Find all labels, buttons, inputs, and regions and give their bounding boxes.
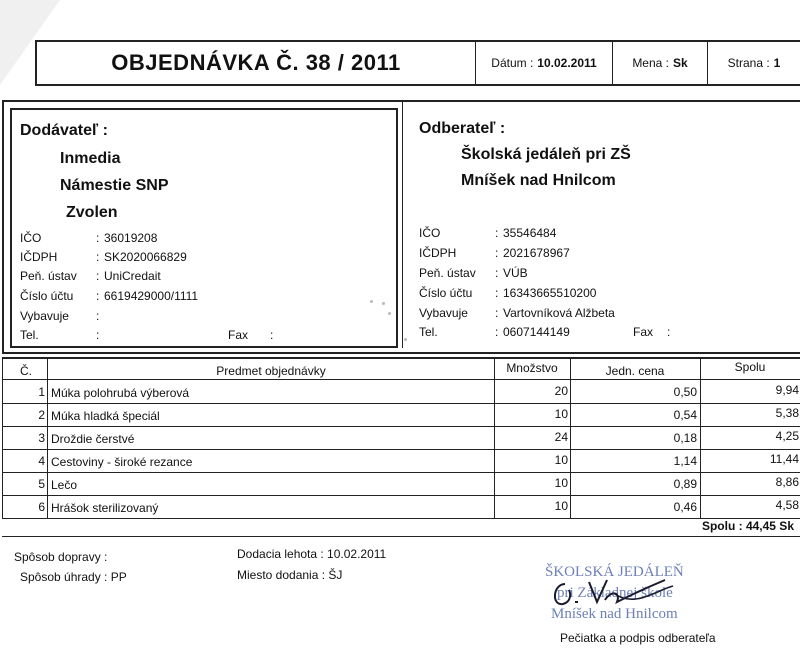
header-bar — [35, 40, 800, 86]
supplier-contact: Vybavuje : — [20, 309, 100, 323]
supplier-box — [10, 108, 398, 348]
items-table — [2, 357, 800, 519]
total-row — [2, 517, 800, 537]
currency-cell: Mena : Sk — [613, 42, 708, 84]
customer-name: Školská jedáleň pri ZŠ — [461, 146, 631, 163]
table-row: 5 Lečo 10 0,89 8,86 — [3, 472, 800, 496]
supplier-title: Dodávateľ : — [20, 122, 108, 139]
customer-icdph: IČDPH : 2021678967 — [419, 246, 570, 260]
table-row: 6 Hrášok sterilizovaný 10 0,46 4,58 — [3, 495, 800, 519]
table-header — [3, 359, 800, 380]
customer-ico: IČO : 35546484 — [419, 226, 557, 240]
date-value: 10.02.2011 — [537, 56, 597, 70]
supplier-fax: Fax : — [228, 328, 274, 342]
supplier-bank: Peň. ústav : UniCredait — [20, 269, 161, 283]
payment-method: Spôsob úhrady : PP — [20, 570, 127, 584]
customer-account: Číslo účtu : 16343665510200 — [419, 286, 597, 300]
currency-value: Sk — [673, 56, 688, 70]
header-num: Č. — [20, 364, 32, 378]
date-cell: Dátum : 10.02.2011 — [476, 42, 613, 84]
header-qty: Množstvo — [506, 361, 558, 375]
parties-box — [2, 100, 800, 354]
page-value: 1 — [773, 56, 781, 70]
customer-title: Odberateľ : — [419, 120, 506, 137]
customer-fax: Fax : — [633, 325, 671, 339]
customer-bank: Peň. ústav : VÚB — [419, 266, 528, 280]
supplier-city: Zvolen — [66, 204, 118, 221]
header-item: Predmet objednávky — [216, 364, 326, 378]
table-row: 2 Múka hladká špeciál 10 0,54 5,38 — [3, 403, 800, 427]
supplier-icdph: IČDPH : SK2020066829 — [20, 250, 187, 264]
signature-caption: Pečiatka a podpis odberateľa — [560, 631, 716, 645]
customer-phone: Tel. : 0607144149 — [419, 325, 570, 339]
transport-method: Spôsob dopravy : — [14, 550, 108, 564]
delivery-place: Miesto dodania : ŠJ — [237, 568, 343, 582]
table-row: 1 Múka polohrubá výberová 20 0,50 9,94 — [3, 380, 800, 404]
supplier-street: Námestie SNP — [60, 177, 169, 194]
header-unit: Jedn. cena — [605, 364, 665, 378]
header-sum: Spolu — [734, 360, 766, 374]
signature — [545, 572, 685, 622]
page-cell: Strana : 1 — [727, 56, 781, 70]
customer-box — [402, 102, 800, 348]
order-title: OBJEDNÁVKA Č. 38 / 2011 — [37, 42, 476, 84]
supplier-ico: IČO : 36019208 — [20, 231, 158, 245]
total-value: Spolu : 44,45 Sk — [701, 519, 794, 533]
school-stamp: ŠKOLSKÁ JEDÁLEŇ pri Základnej škole Mníšek nad Hnilcom — [545, 564, 684, 622]
supplier-account: Číslo účtu : 6619429000/1111 — [20, 289, 199, 303]
delivery-date: Dodacia lehota : 10.02.2011 — [237, 547, 387, 561]
customer-city: Mníšek nad Hnilcom — [461, 172, 616, 189]
customer-contact: Vybavuje : Vartovníková Alžbeta — [419, 306, 615, 320]
table-row: 4 Cestoviny - široké rezance 10 1,14 11,44 — [3, 449, 800, 473]
table-row: 3 Droždie čerstvé 24 0,18 4,25 — [3, 426, 800, 450]
supplier-name: Inmedia — [60, 150, 121, 167]
supplier-phone: Tel. : — [20, 328, 100, 342]
